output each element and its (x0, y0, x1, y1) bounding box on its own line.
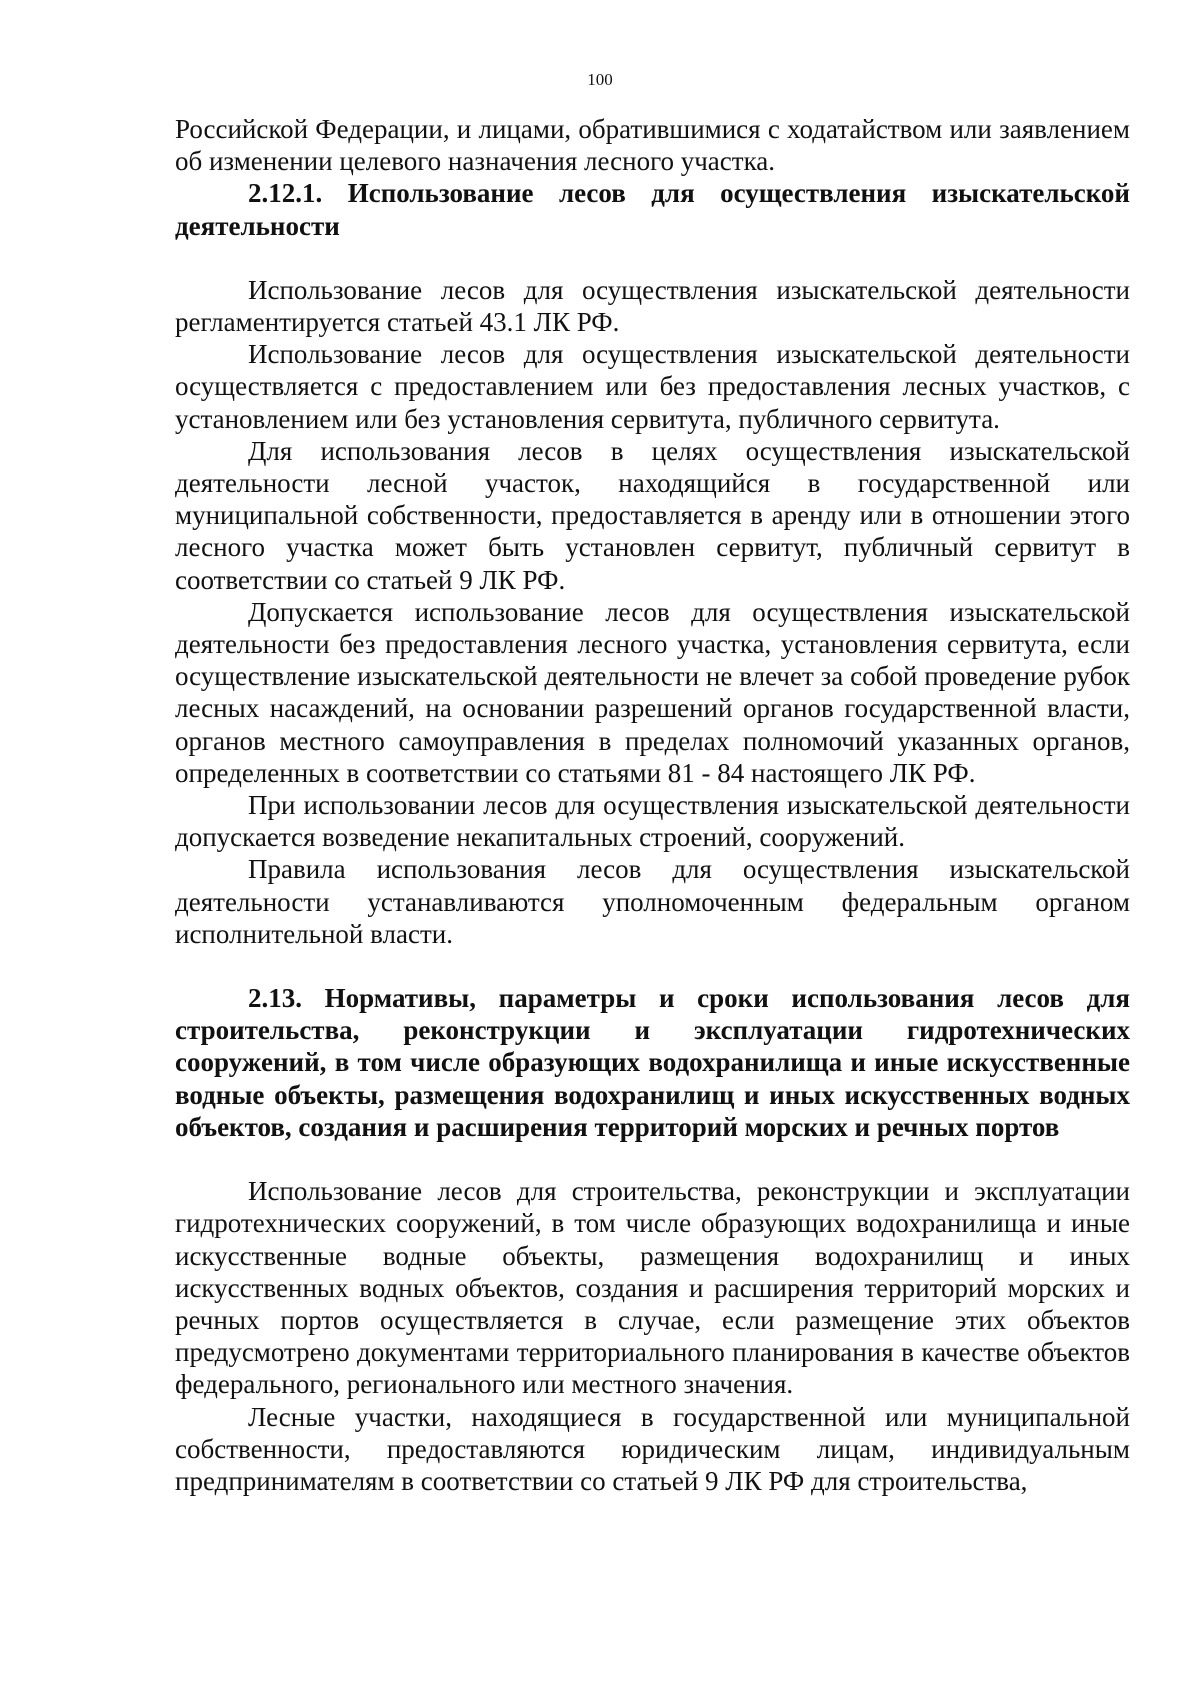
paragraph: Использование лесов для осуществления изыскательской деятельности осуществляется с предоставлением или без предоставления лесных участков, с установлением или без установления сервитута, публичного сервитута. (175, 339, 1130, 434)
section-heading-2-12-1: 2.12.1. Использование лесов для осуществления изыскательской деятельности (175, 178, 1130, 241)
paragraph: При использовании лесов для осуществления изыскательской деятельности допускается возведение некапитальных строений, сооружений. (175, 790, 1130, 853)
page-number: 100 (587, 70, 613, 89)
paragraph: Использование лесов для строительства, реконструкции и эксплуатации гидротехнических сооружений, в том числе образующих водохранилища и иные искусственные водные объекты, размещения водохранилищ и иных искусственных водных объектов, создания и расширения территорий морских и речных портов осуществляется в случае, если размещение этих объектов предусмотрено документами территориального планирования в качестве объектов федерального, регионального или местного значения. (175, 1176, 1130, 1400)
paragraph: Использование лесов для осуществления изыскательской деятельности регламентируется статьей 43.1 ЛК РФ. (175, 274, 1130, 338)
paragraph-continuation: Российской Федерации, и лицами, обратившимися с ходатайством или заявлением об изменении целевого назначения лесного участка. (175, 114, 1130, 177)
section-heading-2-13: 2.13. Нормативы, параметры и сроки использования лесов для строительства, реконструкции и эксплуатации гидротехнических сооружений, в том числе образующих водохранилища и иные искусственные водные объекты, размещения водохранилищ и иных искусственных водных объектов, создания и расширения территорий морских и речных портов (175, 983, 1130, 1142)
paragraph: Для использования лесов в целях осуществления изыскательской деятельности лесной участок, находящийся в государственной или муниципальной собственности, предоставляется в аренду или в отношении этого лесного участка может быть установлен сервитут, публичный сервитут в соответствии со статьей 9 ЛК РФ. (175, 435, 1130, 595)
paragraph: Правила использования лесов для осуществления изыскательской деятельности устанавливаются уполномоченным федеральным органом исполнительной власти. (175, 854, 1130, 949)
paragraph: Лесные участки, находящиеся в государственной или муниципальной собственности, предоставляются юридическим лицам, индивидуальным предпринимателям в соответствии со статьей 9 ЛК РФ для строительства, (175, 1401, 1130, 1496)
paragraph: Допускается использование лесов для осуществления изыскательской деятельности без предоставления лесного участка, установления сервитута, если осуществление изыскательской деятельности не влечет за собой проведение рубок лесных насаждений, на основании разрешений органов государственной власти, органов местного самоуправления в пределах полномочий указанных органов, определенных в соответствии со статьями 81 - 84 настоящего ЛК РФ. (175, 596, 1130, 788)
document-body (175, 113, 1130, 1497)
